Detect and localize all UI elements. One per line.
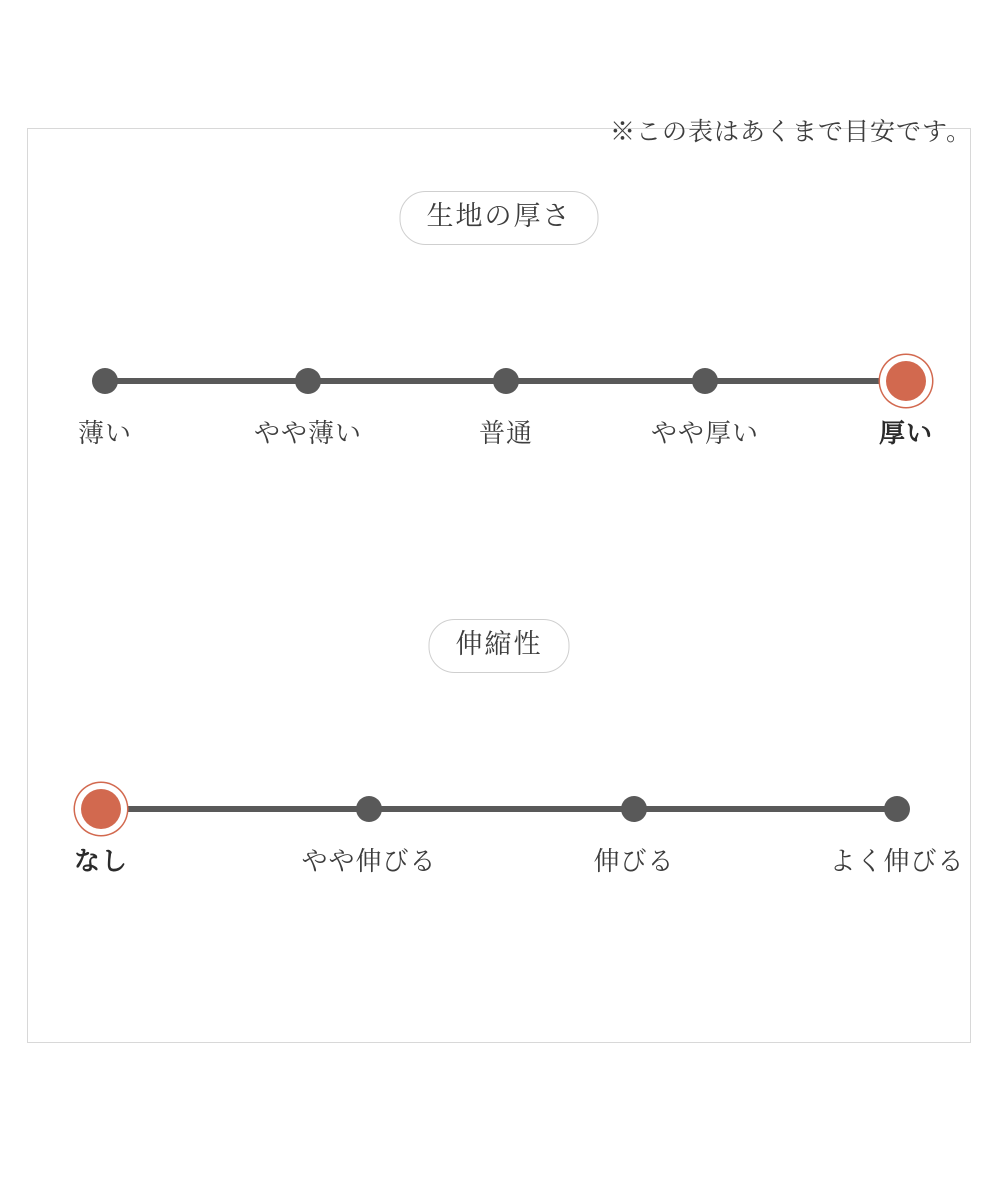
fabric-thickness-labels xyxy=(28,413,970,463)
fabric-thickness-label-0: 薄い xyxy=(77,418,133,448)
chart-footnote: ※この表はあくまで目安です。 xyxy=(609,118,972,146)
stretch-node-3[interactable] xyxy=(884,796,910,822)
stretch-node-0-selected[interactable] xyxy=(81,789,121,829)
stretch-labels xyxy=(28,841,970,891)
stretch-label-1: やや伸びる xyxy=(301,846,437,876)
fabric-thickness-node-1[interactable] xyxy=(295,368,321,394)
stretch-label-2: 伸びる xyxy=(593,846,675,876)
stretch-node-1[interactable] xyxy=(356,796,382,822)
stretch-label-0: なし xyxy=(73,846,129,876)
fabric-thickness-label-3: やや厚い xyxy=(650,418,760,448)
stretch-node-2[interactable] xyxy=(621,796,647,822)
stretch-track xyxy=(100,806,900,812)
fabric-thickness-label-4: 厚い xyxy=(878,418,934,448)
fabric-thickness-label-2: 普通 xyxy=(478,418,534,448)
spec-chart-panel xyxy=(27,128,971,1043)
stretch-label-3: よく伸びる xyxy=(829,846,965,876)
fabric-thickness-scale xyxy=(28,351,970,411)
fabric-thickness-title: 生地の厚さ xyxy=(400,191,599,245)
fabric-thickness-label-1: やや薄い xyxy=(253,418,363,448)
fabric-thickness-node-4-selected[interactable] xyxy=(886,361,926,401)
stretch-title: 伸縮性 xyxy=(429,619,570,673)
fabric-thickness-node-0[interactable] xyxy=(92,368,118,394)
stretch-scale xyxy=(28,779,970,839)
fabric-thickness-node-2[interactable] xyxy=(493,368,519,394)
fabric-thickness-node-3[interactable] xyxy=(692,368,718,394)
